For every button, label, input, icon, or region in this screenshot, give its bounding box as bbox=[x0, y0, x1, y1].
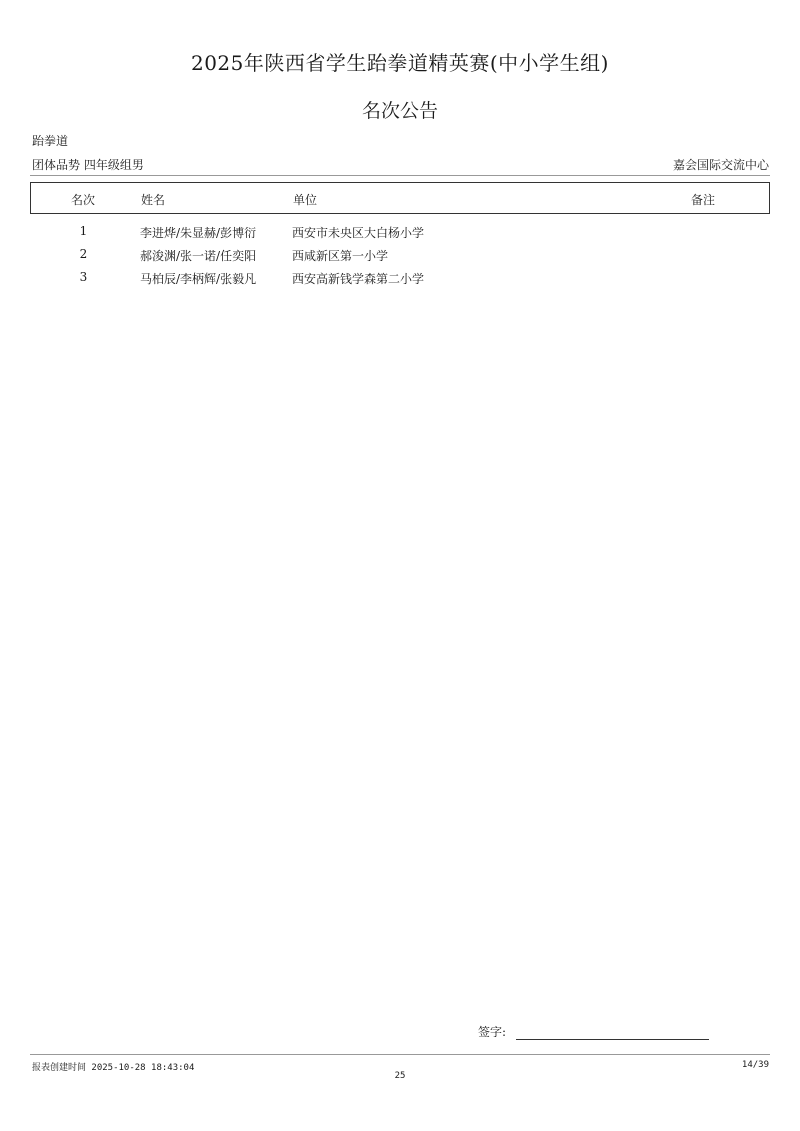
name-cell: 李进烨/朱显赫/彭博衍 bbox=[140, 226, 257, 240]
sport-label: 跆拳道 bbox=[32, 134, 69, 148]
column-header-name: 姓名 bbox=[141, 193, 166, 207]
column-header-rank: 名次 bbox=[71, 193, 96, 207]
unit-cell: 西安高新钱学森第二小学 bbox=[292, 272, 425, 286]
venue-label: 嘉会国际交流中心 bbox=[672, 158, 769, 172]
report-subtitle: 名次公告 bbox=[361, 100, 438, 122]
event-label: 团体品势 四年级组男 bbox=[32, 158, 144, 172]
page-number: 25 bbox=[394, 1071, 406, 1081]
table-row bbox=[30, 247, 770, 267]
name-cell: 马柏辰/李柄辉/张毅凡 bbox=[140, 272, 257, 286]
created-timestamp: 报表创建时间 2025-10-28 18:43:04 bbox=[32, 1063, 195, 1073]
rank-cell: 2 bbox=[79, 247, 88, 261]
unit-cell: 西咸新区第一小学 bbox=[292, 249, 389, 263]
table-header bbox=[30, 182, 770, 214]
rank-cell: 3 bbox=[79, 270, 88, 284]
table-row bbox=[30, 270, 770, 290]
unit-cell: 西安市未央区大白杨小学 bbox=[292, 226, 425, 240]
column-header-note: 备注 bbox=[691, 193, 716, 207]
signature-label: 签字: bbox=[478, 1025, 507, 1039]
report-title: 2025年陕西省学生跆拳道精英赛(中小学生组) bbox=[190, 51, 609, 75]
table-row bbox=[30, 224, 770, 244]
column-header-unit: 单位 bbox=[293, 193, 318, 207]
page-index: 14/39 bbox=[741, 1060, 769, 1070]
name-cell: 郝浚渊/张一诺/任奕阳 bbox=[140, 249, 257, 263]
footer-divider bbox=[30, 1054, 770, 1055]
signature-line bbox=[516, 1039, 709, 1040]
divider bbox=[30, 175, 770, 176]
rank-cell: 1 bbox=[79, 224, 88, 238]
